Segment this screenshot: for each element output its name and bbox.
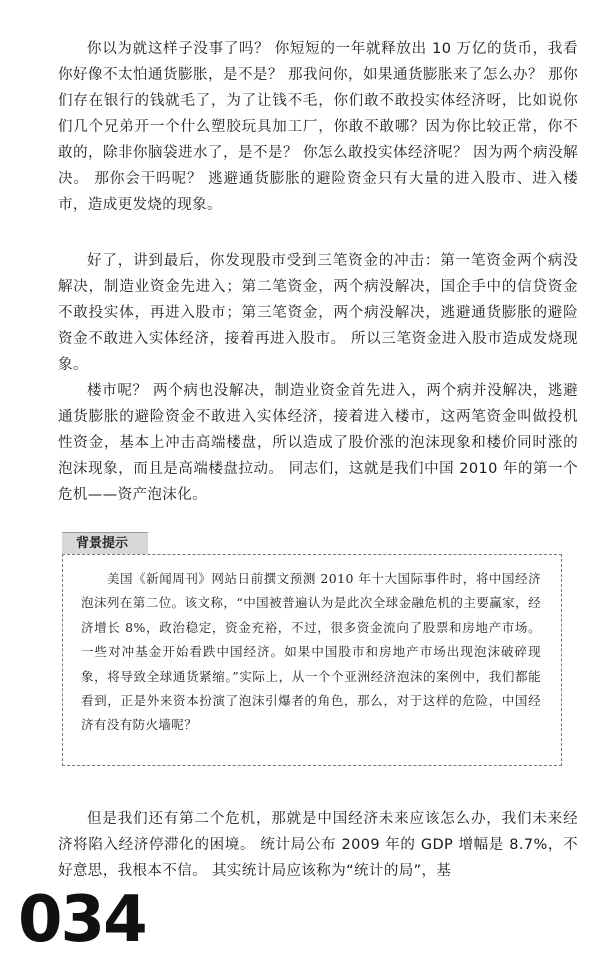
body-paragraph-4: 但是我们还有第二个危机，那就是中国经济未来应该怎么办，我们未来经济将陷入经济停滞化的困境。 统计局公布 2009 年的 GDP 增幅是 8.7%，不好意思，我根本不信。 其实统计局应该称为“统计的局”，基: [58, 811, 578, 879]
page-number: 034: [18, 883, 146, 957]
body-paragraph-1: 你以为就这样子没事了吗？ 你短短的一年就释放出 10 万亿的货币，我看你好像不太怕通货膨胀，是不是？ 那我问你，如果通货膨胀来了怎么办？ 那你们存在银行的钱就毛了，为了让钱不毛，你们敢不敢投实体经济呀，比如说你们几个兄弟开一个什么塑胶玩具加工厂，你敢不敢哪？因为你比较正常，你不敢的，除非你脑袋进水了，是不是？ 你怎么敢投实体经济呢？ 因为两个病没解决。 那你会干吗呢？ 逃避通货膨胀的避险资金只有大量的进入股市、进入楼市，造成更发烧的现象。: [58, 41, 578, 213]
body-paragraph-3: 楼市呢？ 两个病也没解决，制造业资金首先进入，两个病并没解决，逃避通货膨胀的避险资金不敢进入实体经济，接着进入楼市，这两笔资金叫做投机性资金，基本上冲击高端楼盘，所以造成了股价涨的泡沫现象和楼价同时涨的泡沫现象，而且是高端楼盘拉动。 同志们，这就是我们中国 2010 年的第一个危机——资产泡沫化。: [58, 383, 578, 503]
background-note-text: 美国《新闻周刊》网站日前撰文预测 2010 年十大国际事件时，将中国经济泡沫列在第二位。该文称，“中国被普遍认为是此次全球金融危机的主要赢家，经济增长 8%，政治稳定，资金充裕，不过，很多资金流向了股票和房地产市场。一些对冲基金开始看跌中国经济。如果中国股市和房地产市场出现泡沫破碎现象，将导致全球通货紧缩。”实际上，从一个个亚洲经济泡沫的案例中，我们都能看到，正是外来资本扮演了泡沫引爆者的角色，那么，对于这样的危险，中国经济有没有防火墙呢？: [81, 571, 541, 733]
background-note-box: [62, 554, 562, 766]
sidebar-title: 背景提示: [62, 532, 148, 554]
body-paragraph-2: 好了，讲到最后，你发现股市受到三笔资金的冲击：第一笔资金两个病没解决，制造业资金先进入；第二笔资金，两个病没解决，国企手中的信贷资金不敢投实体，再进入股市；第三笔资金，两个病没解决，逃避通货膨胀的避险资金不敢进入实体经济，接着再进入股市。 所以三笔资金进入股市造成发烧现象。: [58, 253, 578, 373]
